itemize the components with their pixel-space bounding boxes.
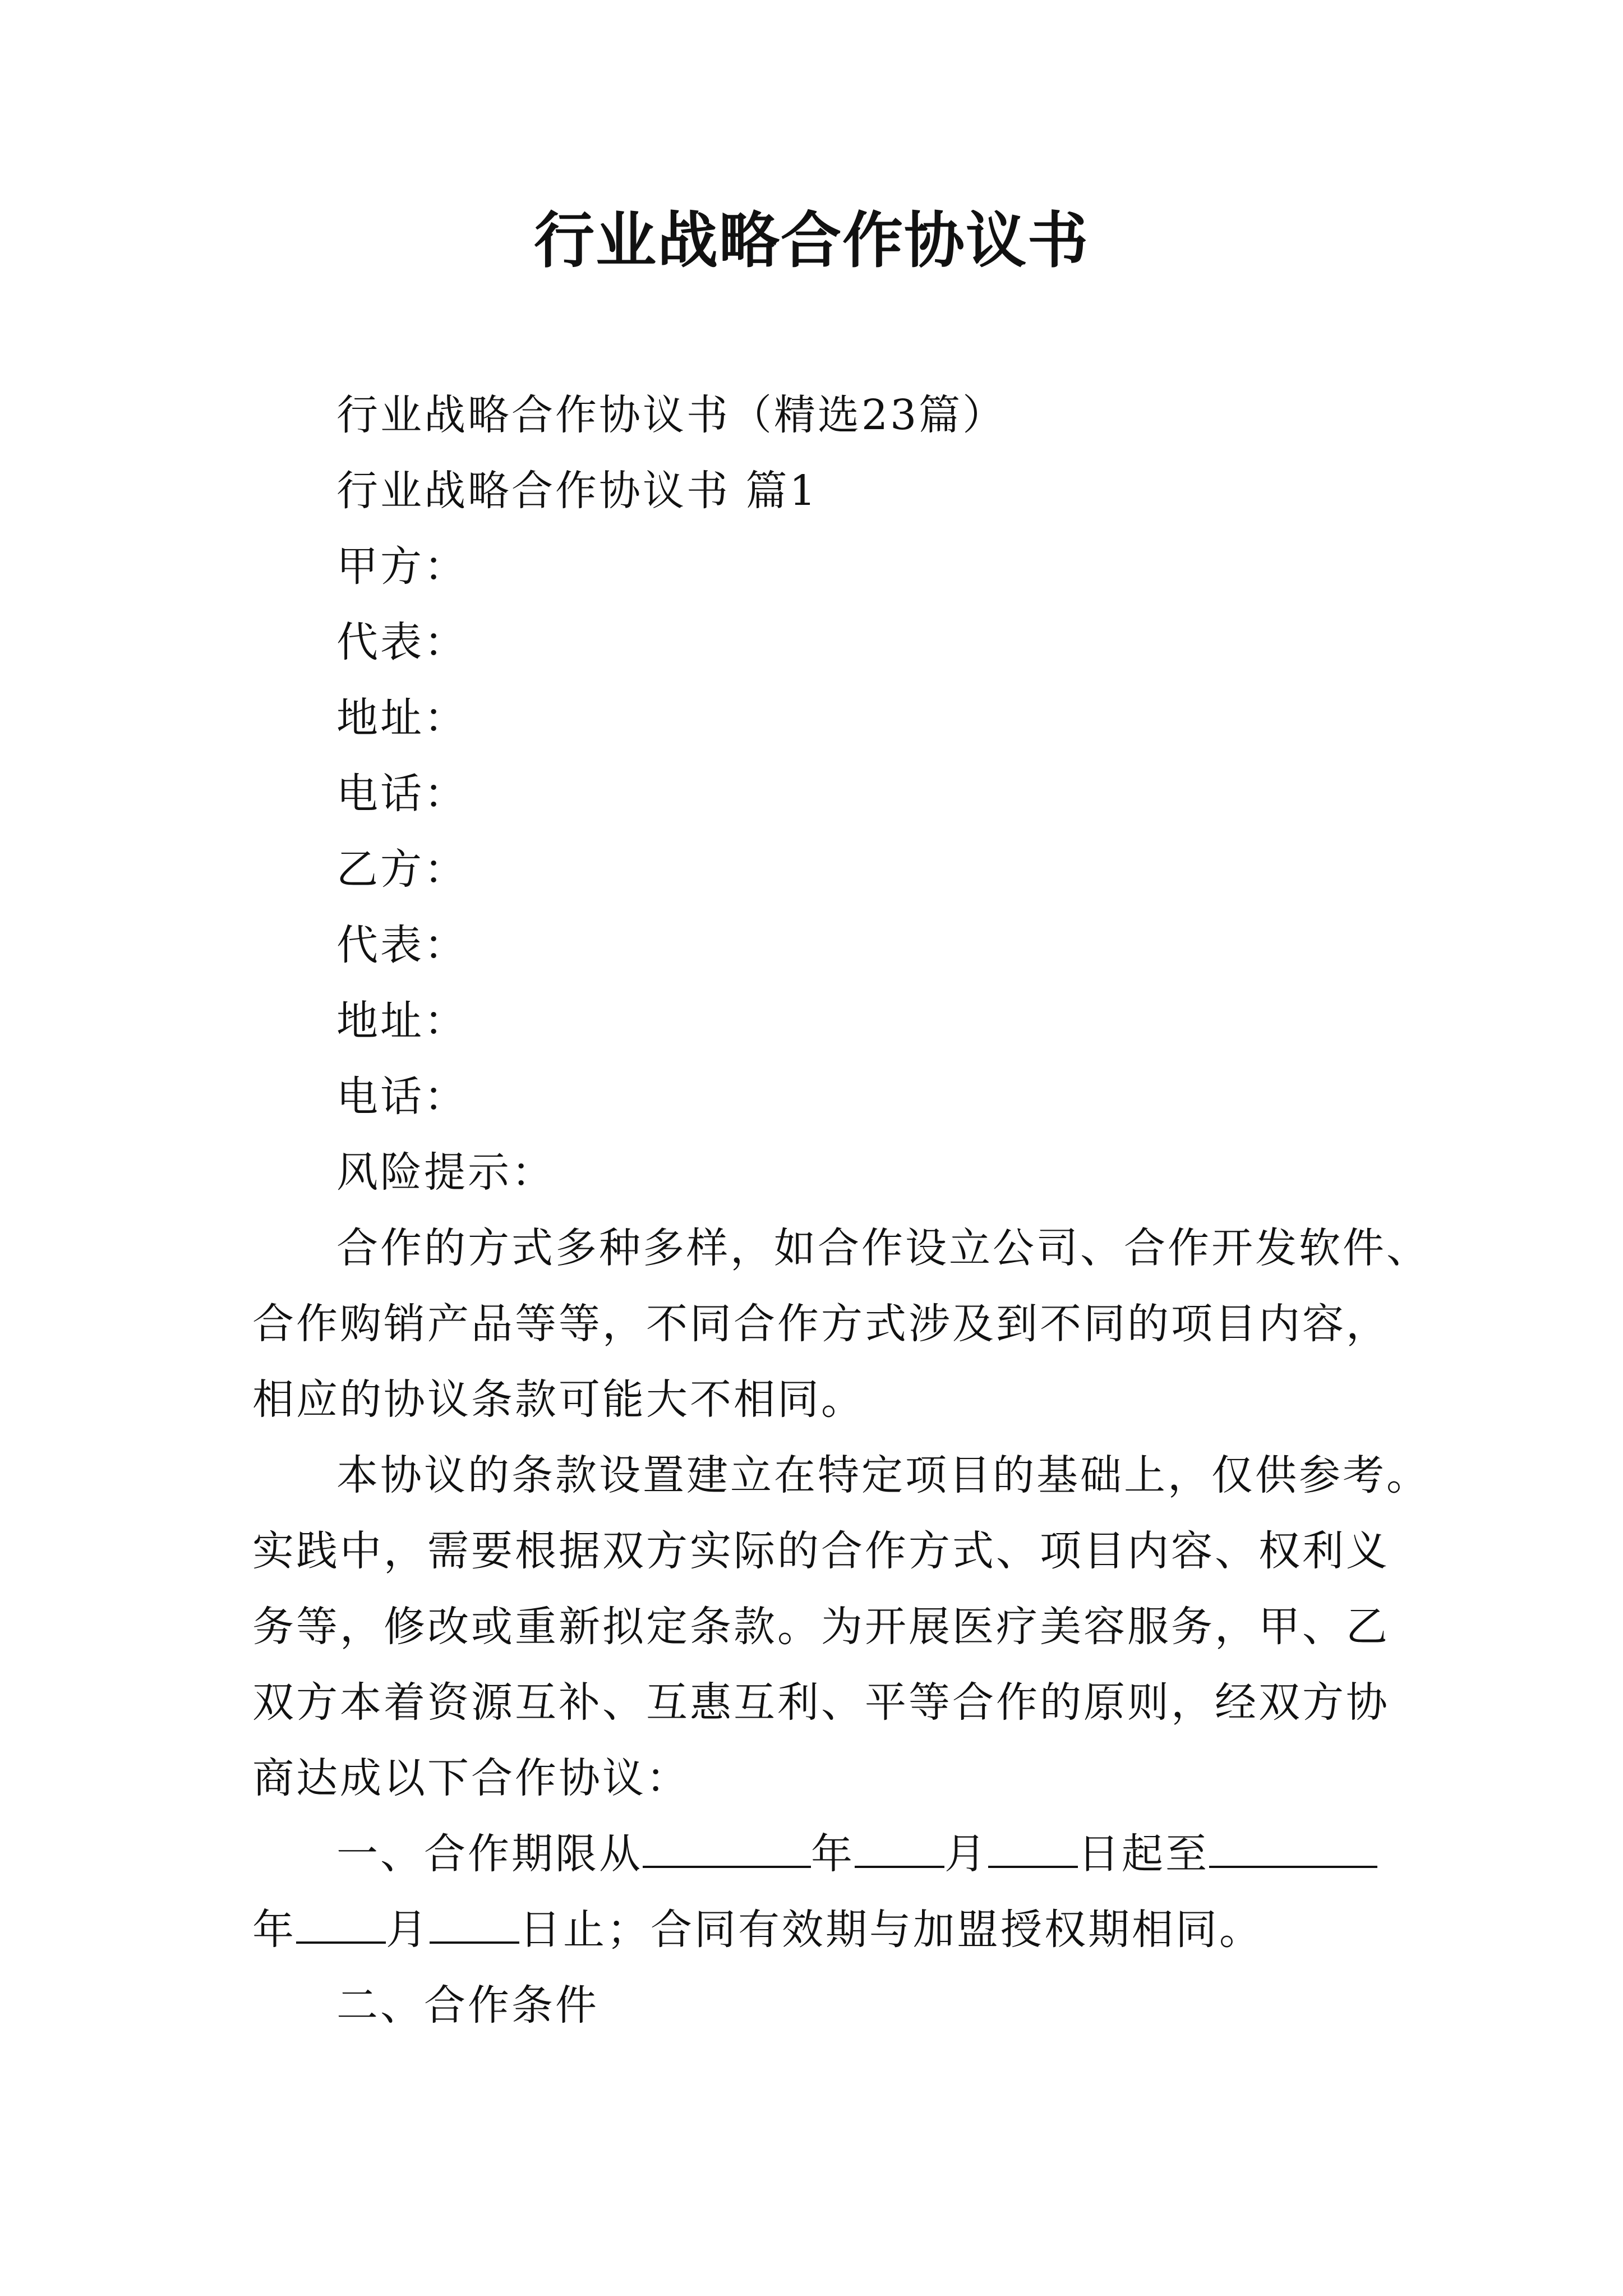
document-title: 行业战略合作协议书: [533, 206, 1089, 276]
paragraph2-line: 实践中，需要根据双方实际的合作方式、项目内容、权利义: [252, 1527, 1390, 1575]
party-b-representative: 代表：: [336, 921, 468, 969]
clause1-month: 月: [386, 1906, 430, 1954]
paragraph1-line: 相应的协议条款可能大不相同。: [252, 1375, 865, 1424]
day-blank[interactable]: [988, 1832, 1078, 1868]
paragraph2-line: 商达成以下合作协议：: [252, 1754, 690, 1802]
clause1-year: 年: [252, 1906, 296, 1954]
month-blank[interactable]: [855, 1832, 944, 1868]
paragraph2-line: 本协议的条款设置建立在特定项目的基础上，仅供参考。: [336, 1451, 1430, 1499]
paragraph1-line: 合作购销产品等等，不同合作方式涉及到不同的项目内容，: [252, 1300, 1390, 1348]
end-month-blank[interactable]: [296, 1908, 386, 1944]
clause1-day-to: 日止；合同有效期与加盟授权期相同。: [519, 1906, 1263, 1954]
paragraph2-line: 双方本着资源互补、互惠互利、平等合作的原则，经双方协: [252, 1678, 1390, 1727]
paragraph1-line: 合作的方式多种多样，如合作设立公司、合作开发软件、: [336, 1224, 1430, 1272]
party-b-phone: 电话：: [336, 1073, 468, 1121]
party-b-label: 乙方：: [336, 845, 468, 894]
clause1-day-from: 日起至: [1078, 1830, 1209, 1878]
party-a-label: 甲方：: [336, 542, 468, 591]
paragraph2-line: 务等，修改或重新拟定条款。为开展医疗美容服务，甲、乙: [252, 1603, 1390, 1651]
section-heading: 行业战略合作协议书 篇1: [336, 467, 818, 515]
end-year-blank[interactable]: [1209, 1832, 1377, 1868]
clause1-year: 年: [811, 1830, 855, 1878]
clause1-line2: [252, 1902, 1263, 1958]
document-subtitle: 行业战略合作协议书（精选23篇）: [336, 391, 1007, 439]
risk-heading: 风险提示：: [336, 1148, 555, 1197]
clause2-heading: 二、合作条件: [336, 1981, 599, 2030]
party-a-representative: 代表：: [336, 618, 468, 666]
party-a-address: 地址：: [336, 694, 468, 742]
year-blank[interactable]: [643, 1832, 811, 1868]
clause1-month: 月: [944, 1830, 988, 1878]
clause1-line1: [336, 1826, 1377, 1882]
party-b-address: 地址：: [336, 997, 468, 1045]
end-day-blank[interactable]: [430, 1908, 519, 1944]
clause1-prefix: 一、合作期限从: [336, 1830, 643, 1878]
party-a-phone: 电话：: [336, 770, 468, 818]
